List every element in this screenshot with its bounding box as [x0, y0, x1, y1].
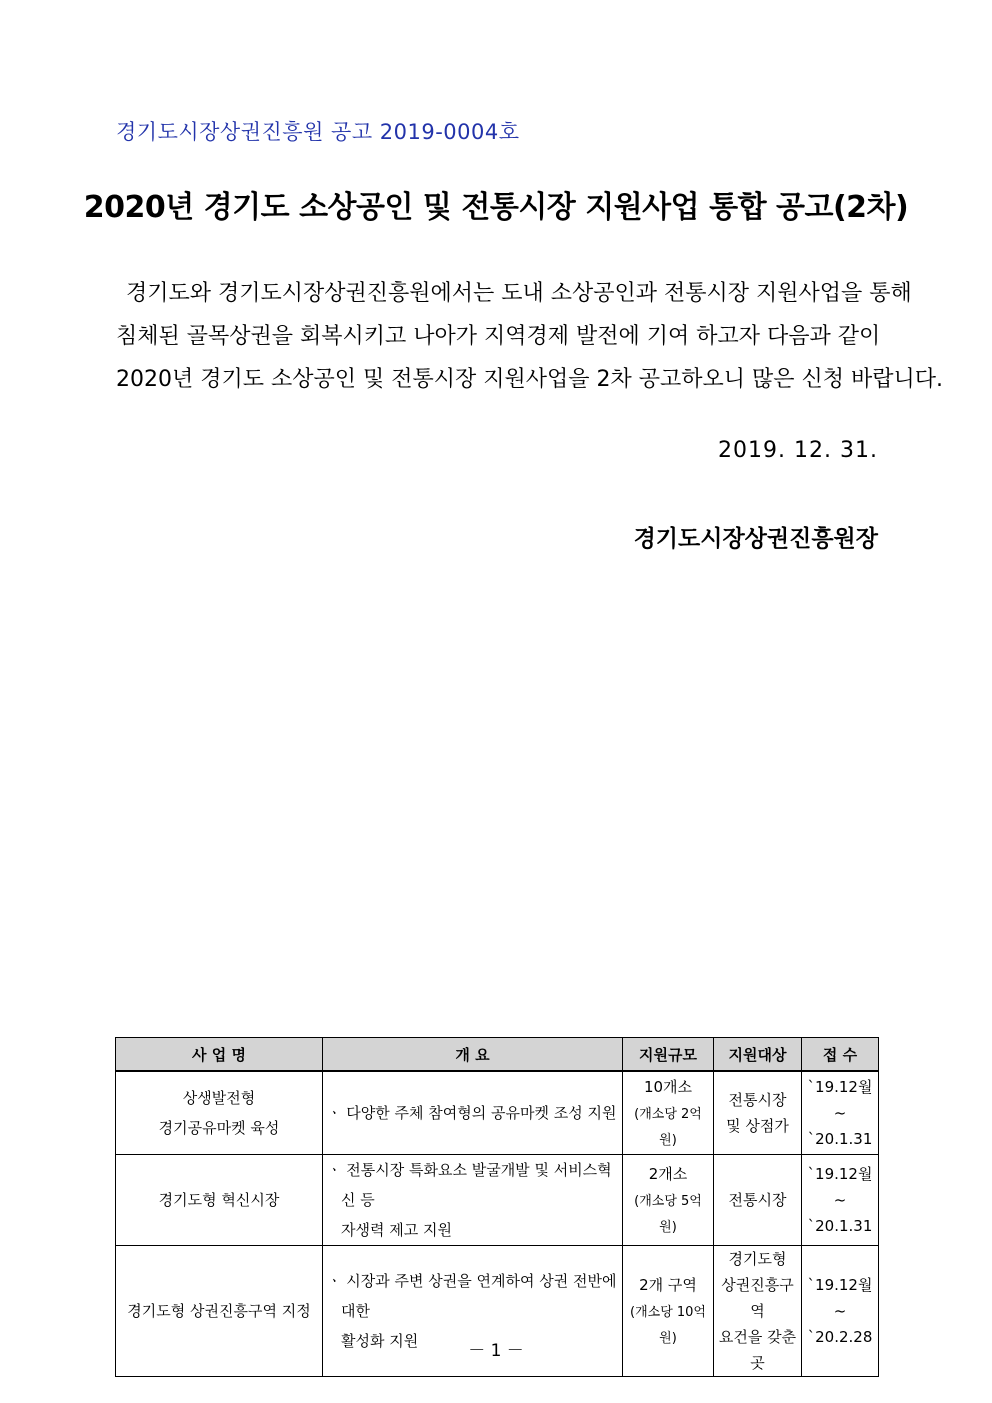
scale-sub: (개소당 2억원) — [634, 1107, 702, 1148]
header-support-scale: 지원규모 — [623, 1038, 714, 1072]
period-line: `19.12월~ — [807, 1276, 873, 1320]
overview-cell — [323, 1155, 623, 1246]
scale-main: 10개소 — [643, 1078, 693, 1096]
overview-line: 자생력 제고 지원 — [341, 1221, 452, 1239]
announcement-body — [116, 272, 943, 401]
support-target-cell — [714, 1071, 802, 1155]
overview-line: ㆍ 시장과 주변 상권을 연계하여 상권 전반에 대한 — [327, 1272, 617, 1320]
page-number: － 1 － — [468, 1341, 524, 1361]
body-line: 2020년 경기도 소상공인 및 전통시장 지원사업을 2차 공고하오니 많은 신청 바랍니다. — [116, 367, 943, 392]
body-line: 경기도와 경기도시장상권진흥원에서는 도내 소상공인과 전통시장 지원사업을 통해 — [126, 281, 912, 306]
header-overview: 개 요 — [323, 1038, 623, 1072]
scale-sub: (개소당 5억원) — [634, 1194, 702, 1235]
period-line: `19.12월~ — [807, 1165, 873, 1209]
overview-line: 활성화 지원 — [341, 1332, 419, 1350]
target-line: 요건을 갖춘 곳 — [718, 1328, 797, 1372]
scale-sub: (개소당 10억원) — [630, 1305, 706, 1346]
period-line: `20.2.28 — [807, 1328, 873, 1346]
target-line: 전통시장 — [728, 1191, 787, 1209]
target-line: 상권진흥구역 — [721, 1276, 794, 1320]
header-support-target: 지원대상 — [714, 1038, 802, 1072]
scale-main: 2개소 — [648, 1165, 688, 1183]
target-line: 전통시장 — [728, 1091, 787, 1109]
support-target-cell — [714, 1155, 802, 1246]
header-application-period: 접 수 — [802, 1038, 879, 1072]
document-title: 2020년 경기도 소상공인 및 전통시장 지원사업 통합 공고(2차) — [83, 190, 909, 225]
body-line: 침체된 골목상권을 회복시키고 나아가 지역경제 발전에 기여 하고자 다음과 같이 — [116, 324, 881, 349]
scale-main: 2개 구역 — [639, 1276, 697, 1294]
program-name-line: 경기도형 상권진흥구역 지정 — [127, 1302, 311, 1320]
program-table — [115, 1037, 879, 1377]
target-line: 및 상점가 — [726, 1117, 789, 1135]
application-period-cell — [802, 1155, 879, 1246]
support-scale-cell — [623, 1071, 714, 1155]
program-name-cell — [116, 1071, 323, 1155]
application-period-cell — [802, 1071, 879, 1155]
program-name-line: 경기공유마켓 육성 — [158, 1119, 280, 1137]
table-row — [116, 1071, 879, 1155]
table-header-row — [116, 1038, 879, 1072]
period-line: `19.12월~ — [807, 1078, 873, 1122]
target-line: 경기도형 — [728, 1250, 787, 1268]
period-line: `20.1.31 — [807, 1130, 873, 1148]
support-scale-cell — [623, 1155, 714, 1246]
program-name-line: 경기도형 혁신시장 — [158, 1191, 280, 1209]
issuer-signature: 경기도시장상권진흥원장 — [633, 526, 878, 552]
overview-line: ㆍ 전통시장 특화요소 발굴개발 및 서비스혁신 등 — [327, 1161, 612, 1209]
notice-number: 경기도시장상권진흥원 공고 2019-0004호 — [116, 120, 520, 144]
announcement-date: 2019. 12. 31. — [718, 438, 878, 463]
table-row — [116, 1155, 879, 1246]
header-program-name: 사 업 명 — [116, 1038, 323, 1072]
overview-line: ㆍ 다양한 주체 참여형의 공유마켓 조성 지원 — [327, 1104, 617, 1122]
program-name-line: 상생발전형 — [182, 1089, 256, 1107]
period-line: `20.1.31 — [807, 1217, 873, 1235]
overview-cell — [323, 1071, 623, 1155]
program-name-cell — [116, 1155, 323, 1246]
